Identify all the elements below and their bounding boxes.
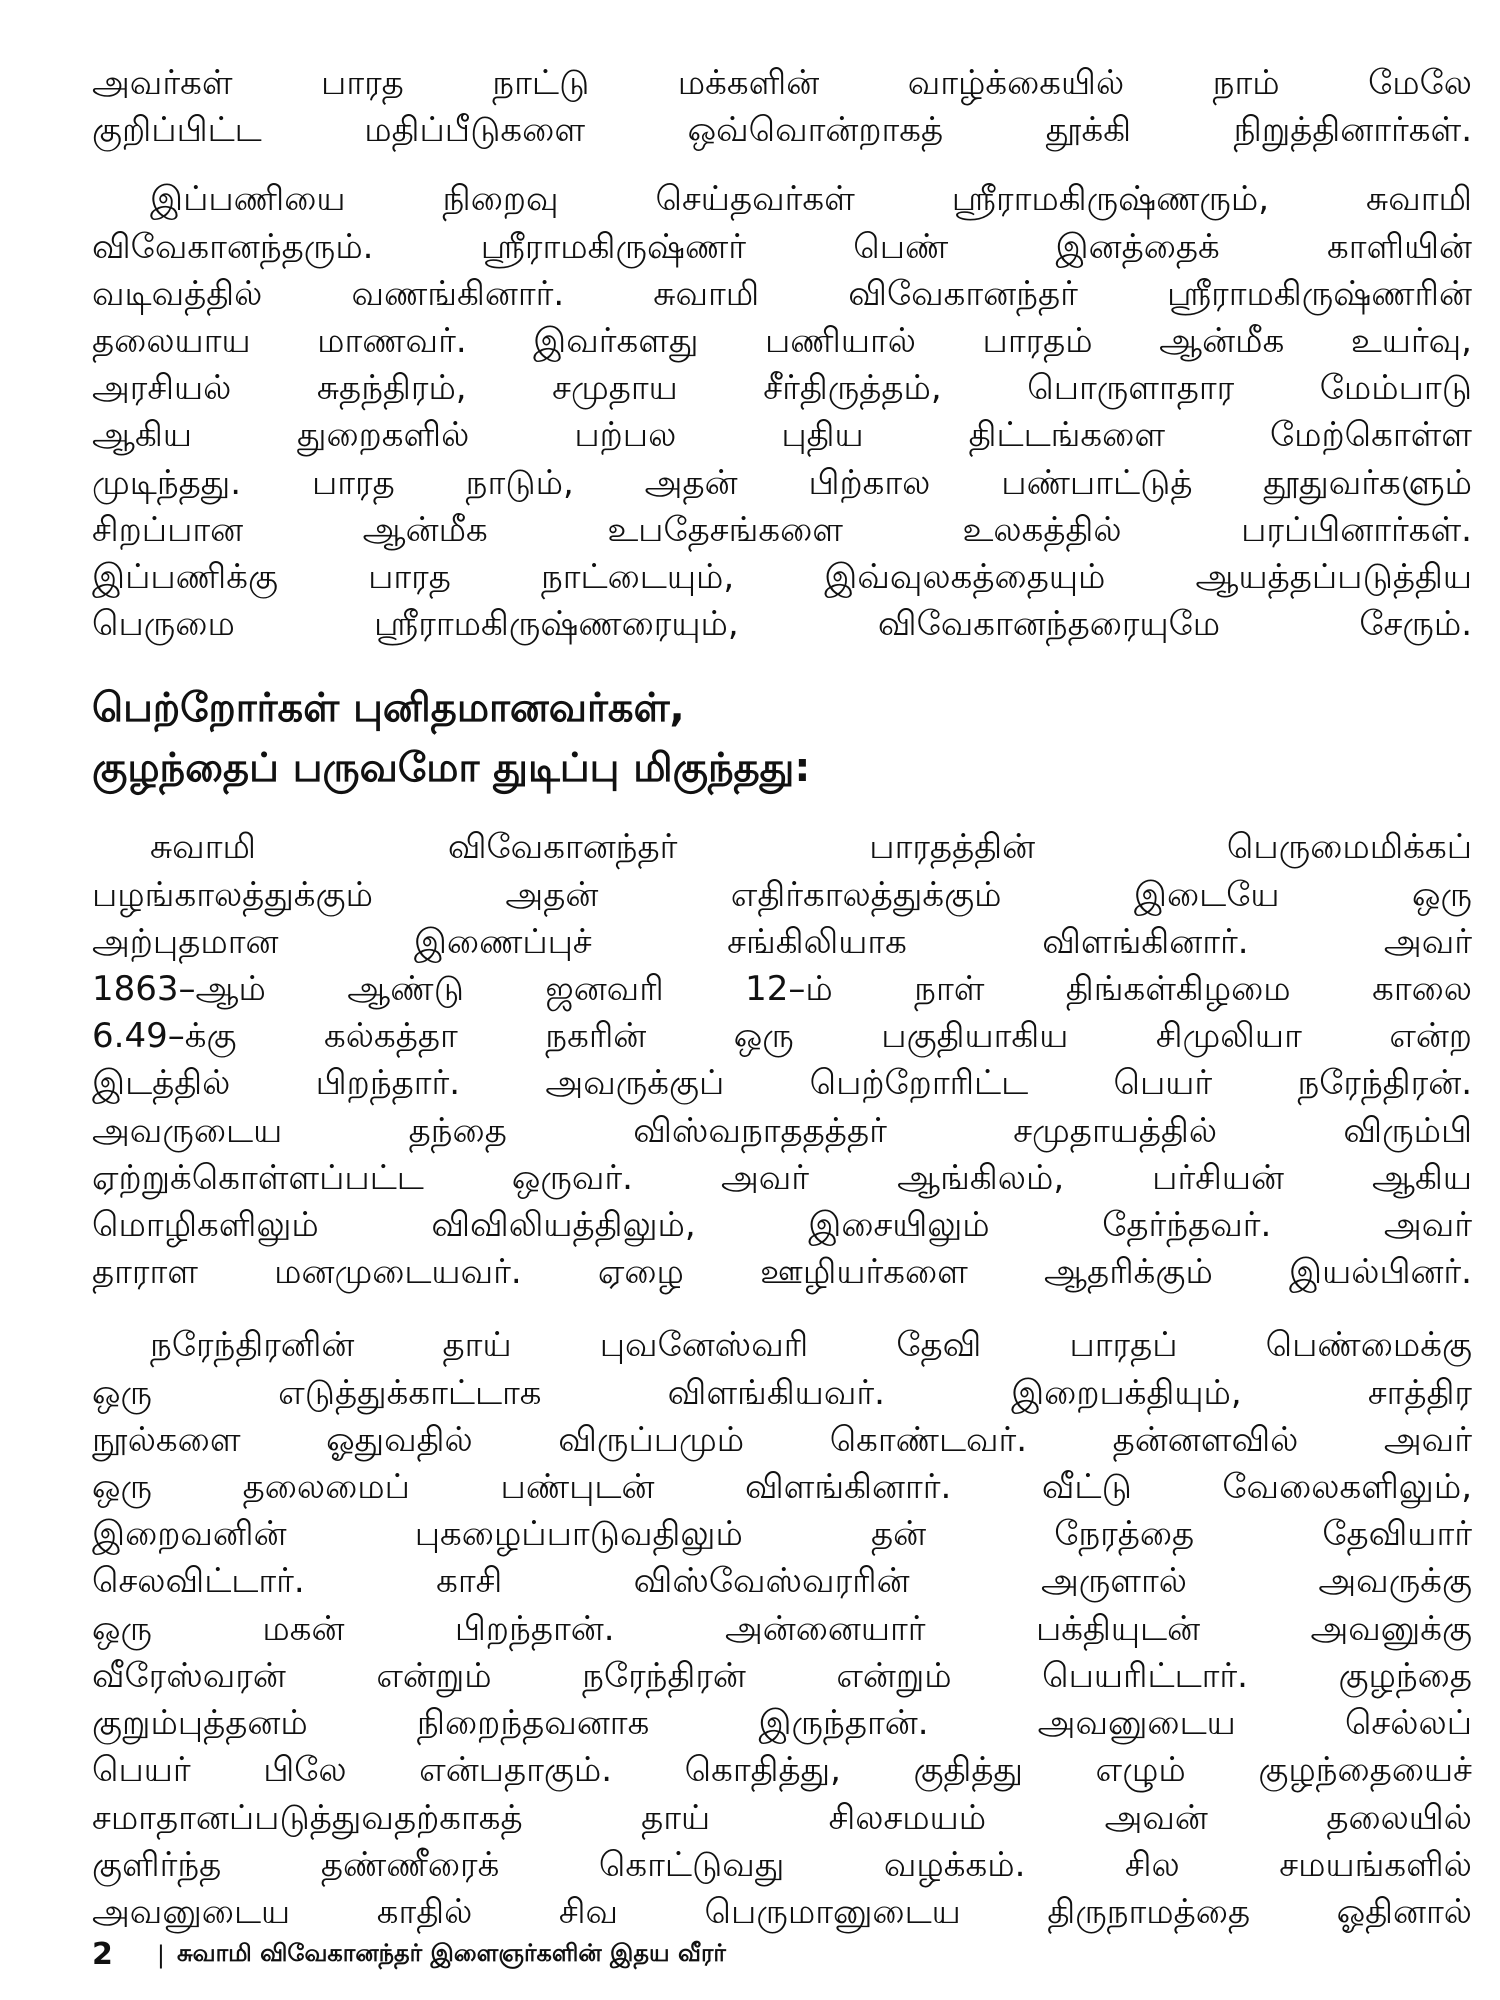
text-line: சமாதானப்படுத்துவதற்காகத் தாய் சிலசமயம் அவன் தலையில் — [92, 1797, 1472, 1838]
text-line: குறிப்பிட்ட மதிப்பீடுகளை ஒவ்வொன்றாகத் தூக்கி நிறுத்தினார்கள். — [92, 110, 1472, 151]
text-line: ஒரு மகன் பிறந்தான். அன்னையார் பக்தியுடன் அவனுக்கு — [92, 1608, 1472, 1649]
section-heading — [92, 678, 1472, 798]
page-number: 2 — [92, 1937, 113, 1972]
text-line: பெயர் பிலே என்பதாகும். கொதித்து, குதித்து எழும் குழந்தையைச் — [92, 1750, 1472, 1791]
text-line: தாராள மனமுடையவர். ஏழை ஊழியர்களை ஆதரிக்கும் இயல்பினர். — [92, 1252, 1472, 1293]
text-line: சிறப்பான ஆன்மீக உபதேசங்களை உலகத்தில் பரப்பினார்கள். — [92, 509, 1472, 550]
text-line: மொழிகளிலும் விவிலியத்திலும், இசையிலும் தேர்ந்தவர். அவர் — [92, 1205, 1472, 1246]
text-line: ஒரு எடுத்துக்காட்டாக விளங்கியவர். இறைபக்தியும், சாத்திர — [92, 1372, 1472, 1413]
page-footer — [92, 1937, 726, 1972]
book-title: சுவாமி விவேகானந்தர் இளைஞர்களின் இதய வீரர் — [176, 1939, 726, 1967]
paragraph-3 — [92, 824, 1472, 1296]
text-line: இடத்தில் பிறந்தார். அவருக்குப் பெற்றோரிட்ட பெயர் நரேந்திரன். — [92, 1063, 1472, 1104]
text-line: இறைவனின் புகழைப்பாடுவதிலும் தன் நேரத்தை தேவியார் — [92, 1514, 1472, 1555]
text-line: ஏற்றுக்கொள்ளப்பட்ட ஒருவர். அவர் ஆங்கிலம், பர்சியன் ஆகிய — [92, 1157, 1472, 1198]
text-line: அவனுடைய காதில் சிவ பெருமானுடைய திருநாமத்தை ஓதினால் — [92, 1891, 1472, 1932]
text-line: குளிர்ந்த தண்ணீரைக் கொட்டுவது வழக்கம். சில சமயங்களில் — [92, 1844, 1472, 1885]
text-line: முடிந்தது. பாரத நாடும், அதன் பிற்கால பண்பாட்டுத் தூதுவர்களும் — [92, 462, 1472, 503]
text-line: நூல்களை ஓதுவதில் விருப்பமும் கொண்டவர். தன்னளவில் அவர் — [92, 1419, 1472, 1460]
paragraph-4 — [92, 1322, 1472, 1936]
text-line: வடிவத்தில் வணங்கினார். சுவாமி விவேகானந்தர் ஸ்ரீராமகிருஷ்ணரின் — [92, 273, 1472, 314]
text-line: ஆகிய துறைகளில் பற்பல புதிய திட்டங்களை மேற்கொள்ள — [92, 415, 1472, 456]
text-line: அவருடைய தந்தை விஸ்வநாததத்தர் சமுதாயத்தில் விரும்பி — [92, 1110, 1472, 1151]
text-line: குறும்புத்தனம் நிறைந்தவனாக இருந்தான். அவனுடைய செல்லப் — [92, 1703, 1472, 1744]
text-line: விவேகானந்தரும். ஸ்ரீராமகிருஷ்ணர் பெண் இனத்தைக் காளியின் — [92, 226, 1472, 267]
text-line: அரசியல் சுதந்திரம், சமுதாய சீர்திருத்தம், பொருளாதார மேம்பாடு — [92, 368, 1472, 409]
text-line: தலையாய மாணவர். இவர்களது பணியால் பாரதம் ஆன்மீக உயர்வு, — [92, 321, 1472, 362]
text-line: செலவிட்டார். காசி விஸ்வேஸ்வரரின் அருளால் அவருக்கு — [92, 1561, 1472, 1602]
text-line: இப்பணியை நிறைவு செய்தவர்கள் ஸ்ரீராமகிருஷ்ணரும், சுவாமி — [150, 179, 1472, 220]
text-line: 1863–ஆம் ஆண்டு ஜனவரி 12–ம் நாள் திங்கள்கிழமை காலை — [92, 969, 1472, 1010]
text-line: பழங்காலத்துக்கும் அதன் எதிர்காலத்துக்கும் இடையே ஒரு — [92, 874, 1472, 915]
heading-line-2: குழந்தைப் பருவமோ துடிப்பு மிகுந்தது: — [92, 745, 811, 792]
page-content — [92, 60, 1472, 1936]
paragraph-1 — [92, 60, 1472, 154]
text-line: வீரேஸ்வரன் என்றும் நரேந்திரன் என்றும் பெயரிட்டார். குழந்தை — [92, 1655, 1472, 1696]
text-line: அற்புதமான இணைப்புச் சங்கிலியாக விளங்கினார். அவர் — [92, 921, 1472, 962]
footer-separator: | — [156, 1940, 165, 1969]
text-line: பெருமை ஸ்ரீராமகிருஷ்ணரையும், விவேகானந்தரையுமே சேரும். — [92, 604, 1472, 645]
text-line: இப்பணிக்கு பாரத நாட்டையும், இவ்வுலகத்தையும் ஆயத்தப்படுத்திய — [92, 557, 1472, 598]
text-line: 6.49–க்கு கல்கத்தா நகரின் ஒரு பகுதியாகிய சிமுலியா என்ற — [92, 1016, 1472, 1057]
text-line: நரேந்திரனின் தாய் புவனேஸ்வரி தேவி பாரதப் பெண்மைக்கு — [150, 1325, 1472, 1366]
paragraph-2 — [92, 176, 1472, 648]
heading-line-1: பெற்றோர்கள் புனிதமானவர்கள், — [92, 685, 685, 732]
text-line: ஒரு தலைமைப் பண்புடன் விளங்கினார். வீட்டு வேலைகளிலும், — [92, 1467, 1472, 1508]
text-line: அவர்கள் பாரத நாட்டு மக்களின் வாழ்க்கையில் நாம் மேலே — [92, 63, 1472, 103]
text-line: சுவாமி விவேகானந்தர் பாரதத்தின் பெருமைமிக்கப் — [150, 827, 1472, 868]
